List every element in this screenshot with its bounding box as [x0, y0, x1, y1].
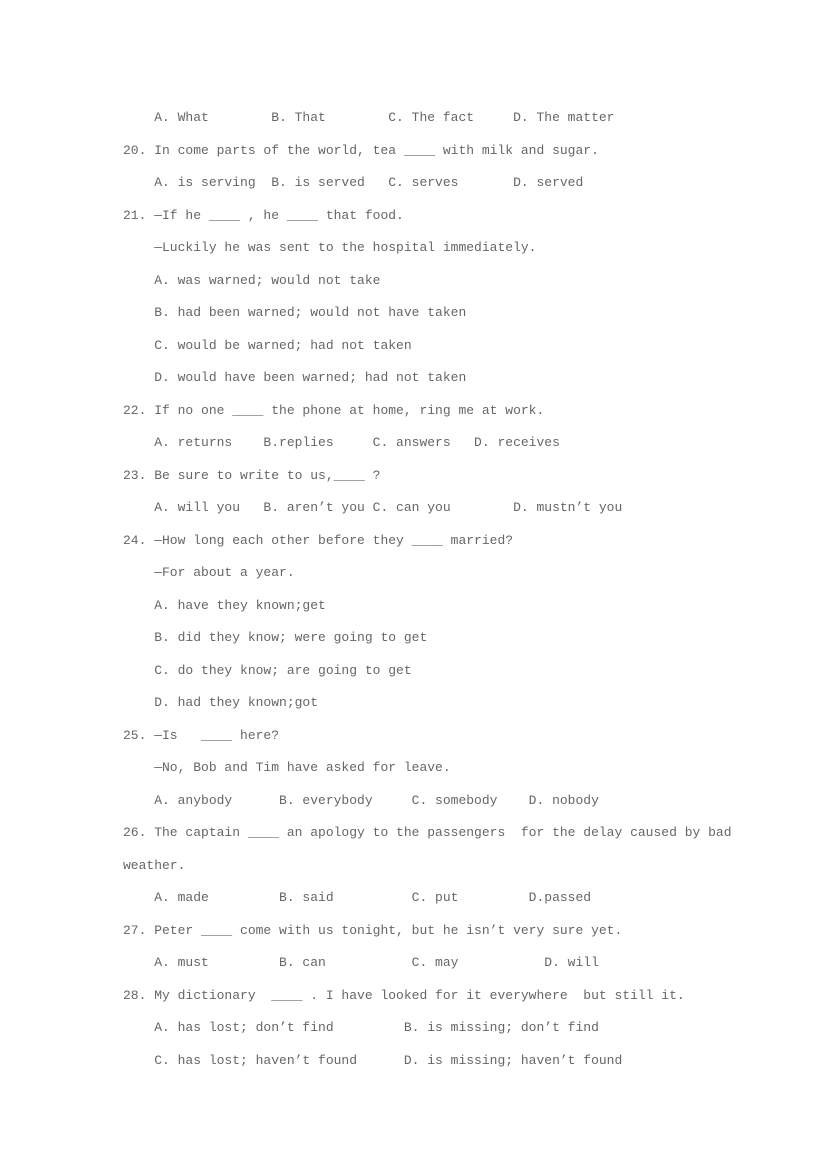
text-line: —No, Bob and Tim have asked for leave.: [123, 760, 451, 775]
text-line: A. will you B. aren’t you C. can you D. mustn’t you: [123, 500, 623, 515]
text-line: A. must B. can C. may D. will: [123, 955, 599, 970]
text-line: B. had been warned; would not have taken: [123, 305, 467, 320]
text-line: 21. —If he ____ , he ____ that food.: [123, 207, 404, 223]
text-line: A. anybody B. everybody C. somebody D. nobody: [123, 792, 599, 808]
text-line: 23. Be sure to write to us,____ ?: [123, 467, 381, 483]
text-line: B. did they know; were going to get: [123, 630, 428, 645]
text-line: A. has lost; don’t find B. is missing; don’t find: [123, 1020, 599, 1035]
text-line: 27. Peter ____ come with us tonight, but he isn’t very sure yet.: [123, 922, 623, 938]
text-line: 25. —Is ____ here?: [123, 727, 280, 743]
text-line: A. made B. said C. put D.passed: [123, 890, 592, 905]
text-line: D. would have been warned; had not taken: [123, 370, 467, 385]
text-line: C. would be warned; had not taken: [123, 337, 412, 353]
text-line: D. had they known;got: [123, 695, 319, 710]
text-line: 24. —How long each other before they ____ married?: [123, 532, 514, 548]
text-line: —For about a year.: [123, 565, 295, 580]
document-body: [123, 102, 807, 1077]
text-line: A. was warned; would not take: [123, 272, 381, 288]
text-line: A. returns B.replies C. answers D. receives: [123, 435, 560, 450]
text-line: A. is serving B. is served C. serves D. served: [123, 175, 584, 190]
text-line: —Luckily he was sent to the hospital immediately.: [123, 240, 537, 255]
text-line: 26. The captain ____ an apology to the passengers for the delay caused by bad: [123, 825, 732, 840]
text-line: 22. If no one ____ the phone at home, ring me at work.: [123, 402, 545, 418]
text-line: A. What B. That C. The fact D. The matter: [123, 110, 615, 125]
text-line: A. have they known;get: [123, 597, 326, 613]
text-line: weather.: [123, 857, 186, 873]
text-line: C. has lost; haven’t found D. is missing; haven’t found: [123, 1052, 623, 1068]
text-line: 20. In come parts of the world, tea ____ with milk and sugar.: [123, 142, 599, 158]
text-line: C. do they know; are going to get: [123, 662, 412, 678]
text-line: 28. My dictionary ____ . I have looked for it everywhere but still it.: [123, 987, 685, 1003]
